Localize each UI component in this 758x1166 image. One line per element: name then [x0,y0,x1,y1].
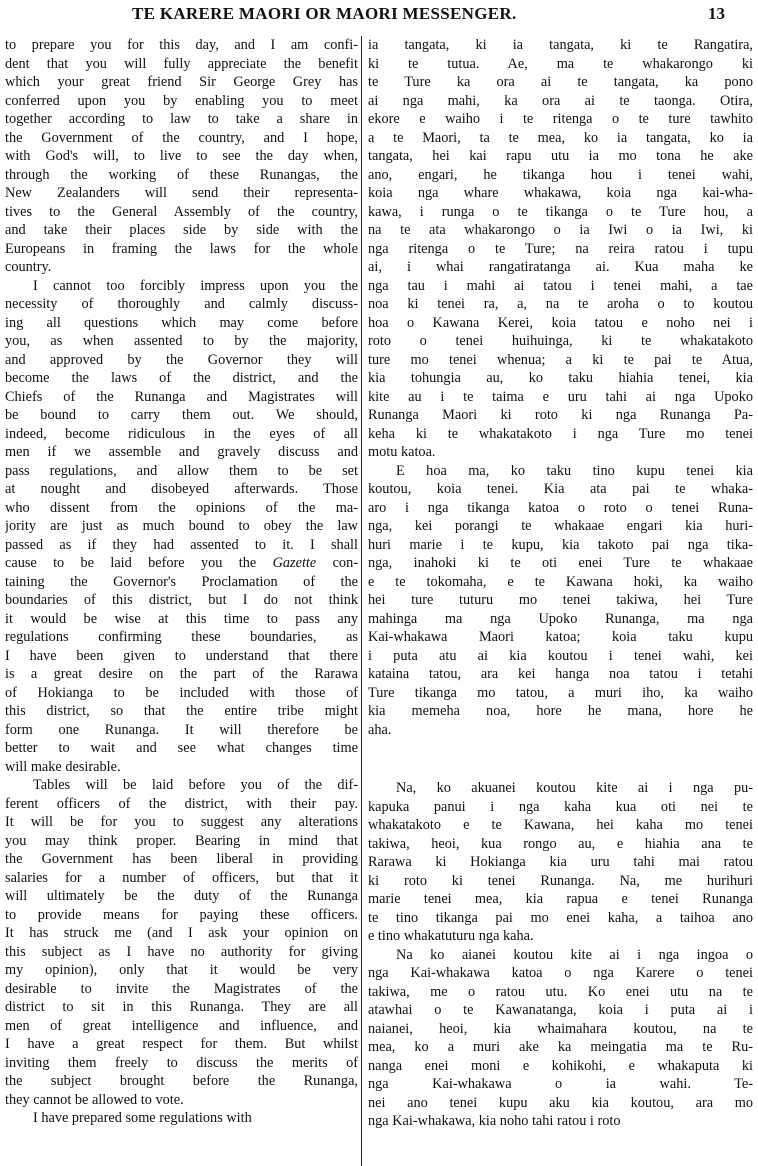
text-line: Ture tikanga mo tatou, a muri iho, ka waiho [368,684,753,701]
text-line: salaries for a number of officers, but that it [5,869,358,886]
text-line: Kai-whakawa Maori katoa; koia taku kupu [368,629,753,645]
text-line: Chiefs of the Runanga and Magistrates will [5,388,358,405]
text-line: ia tangata, ki ia tangata, ki te Rangatira, [368,37,753,53]
text-line: Na ko aianei koutou kite ai i nga ingoa o [396,946,753,963]
text-line: jority are just as much bound to obey the law [5,518,358,534]
text-line: marie tenei mea, kia rapua e tenei Runanga [368,891,753,907]
text-line: nanga enei moni e kohikohi, e whakaputa ki [368,1057,753,1074]
text-line: nga tau i mahi ai tatou i tenei mahi, a tae [368,277,753,294]
text-line: mahinga ma nga Upoko Runanga, ma nga [368,610,753,627]
text-line: kite au i te taima e uru tahi ai nga Upoko [368,388,753,405]
text-line: te tino tikanga pai mo enei kaha, a taihoa ano [368,909,753,926]
text-line: together according to law to take a share in [5,111,358,127]
text-line: with God's will, to live to see the day when, [5,148,358,164]
text-line: country. [5,259,52,275]
text-line: men of great intelligence and influence, and [5,1017,358,1034]
text-line: takiwa, heoi, kua rongo au, e hiahia ana te [368,835,753,852]
text-line: be bound to carry them out. We should, [5,407,358,423]
text-line: Rarawa ki Hokianga kia uru tahi mai ratou [368,854,753,870]
text-line: which your great friend Sir George Grey has [5,74,358,90]
text-line: cause to be laid before you the Gazette con- [5,555,358,571]
text-line: hei ture tuturu mo tenei takiwa, hei Ture [368,592,753,608]
text-line: men if we assemble and gravely discuss and [5,444,358,460]
text-line: boundaries of this district, but I do not think [5,592,358,608]
text-line: kawa, i runga o te tikanga o te Ture hou, a [368,203,753,220]
text-line: kataina tatou, ara kei hanga noa tatou i tetahi [368,666,753,682]
text-line: I have been given to understand that there [5,647,358,664]
text-line: they cannot be allowed to vote. [5,1091,184,1108]
text-line: te Ture ka ora ai te tangata, ka pono [368,74,753,90]
paragraph [5,1109,358,1128]
paragraph [5,277,358,777]
text-line: nga Kai-whakawa o ia wahi. Te- [368,1076,753,1092]
text-line: you may think proper. Bearing in mind that [5,832,358,849]
text-line: tives to the General Assembly of the country, [5,203,358,220]
paragraph [368,779,753,946]
text-line: nga, kei porangi te whakaae engari kia huri- [368,518,753,534]
text-line: at nought and disobeyed afterwards. Those [5,481,358,497]
text-line: New Zealanders will send their representa- [5,185,358,201]
text-line: e te tokomaha, e te Kawana hoki, ka waiho [368,573,753,590]
text-line: ferent officers of the district, with their pay. [5,795,358,812]
text-line: huri marie i te kupu, kia takoto pai nga tika- [368,536,753,553]
maori-column [368,36,753,1131]
text-line: district to sit in this Runanga. They are all [5,999,358,1015]
text-line: ai, i whai rangatiratanga ai. Kua maha ke [368,259,753,275]
text-line: indeed, become ridiculous in the eyes of all [5,425,358,442]
text-line: Tables will be laid before you of the dif- [33,777,358,793]
text-line: ki te tutua. Ae, ma te whakarongo ki [368,55,753,72]
text-line: conferred upon you by enabling you to meet [5,92,358,109]
text-line: roto o tenei huihuinga, ki te whakatakoto [368,333,753,349]
page-header [0,0,758,32]
paragraph [368,462,753,740]
text-line: Na, ko akuanei koutou kite ai i nga pu- [396,780,753,796]
text-line: koutou, koia tenei. Kia ata pai te whaka- [368,481,753,497]
text-line: a te Maori, ta te mea, ko ia tangata, ko ia [368,129,753,146]
text-line: passed as if they had assented to it. I shall [5,536,358,553]
text-line: I cannot too forcibly impress upon you the [33,277,358,294]
text-line: the Government of the country, and I hope, [5,129,358,146]
text-line: ai nga mahi, ka ora ai te taonga. Otira, [368,92,753,109]
newspaper-title: TE KARERE MAORI OR MAORI MESSENGER. [132,4,517,23]
text-line: hoa o Kawana Kerei, koia tatou e noho nei i [368,314,753,331]
text-line: become the laws of the district, and the [5,370,358,386]
text-line: kia memeha noa, hore he mana, hore he [368,703,753,719]
text-line: e tino whakatuturu nga kaha. [368,928,534,944]
text-line: nga Kai-whakawa katoa o nga Karere o tenei [368,965,753,981]
text-line: and approved by the Governor they will [5,351,358,368]
text-line: It will be for you to suggest any alterations [5,814,358,830]
text-line: this subject as I have no authority for giving [5,943,358,960]
text-line: keha ki te whakatakoto i nga Ture mo tenei [368,425,753,442]
text-line: taining the Governor's Proclamation of the [5,573,358,590]
text-line: inviting them freely to discuss the merits of [5,1054,358,1071]
text-line: Runanga Maori ki roto ki nga Runanga Pa- [368,407,753,423]
text-line: i puta atu ai kia koutou i tenei wahi, kei [368,647,753,664]
text-line: dent that you will fully appreciate the benefit [5,55,358,72]
text-line: aha. [368,721,392,738]
text-line: through the working of these Runangas, the [5,166,358,183]
text-line: ekore e waiho i te ritenga o te ture tawhito [368,111,753,127]
column-divider [361,36,362,1166]
text-line: ano, engari, he tikanga hou i tenei wahi, [368,166,753,183]
text-line: E hoa ma, ko taku tino kupu tenei kia [396,462,753,479]
text-line: nei ano tenei kupu aku kia koutou, ara mo [368,1094,753,1111]
text-line: my opinion), only that it would be very [5,962,358,978]
text-line: will ultimately be the duty of the Runanga [5,888,358,904]
text-line: ture mo tenei whenua; a ki te pai te Atua, [368,351,753,368]
text-line: atawhai o te Kawanatanga, koia i puta ai i [368,1002,753,1018]
text-line: pass regulations, and allow them to be set [5,462,358,479]
text-line: nga Kai-whakawa, kia noho tahi ratou i roto [368,1113,621,1129]
text-line: Europeans in framing the laws for the whole [5,240,358,257]
page-number: 13 [708,4,725,23]
text-line: motu katoa. [368,444,436,460]
text-line: you, as when assented to by the majority, [5,333,358,349]
text-line: ki roto ki tenei Runanga. Na, me hurihuri [368,872,753,889]
text-line: the Government has been liberal in providing [5,851,358,867]
text-line: desirable to invite the Magistrates of the [5,980,358,997]
text-line: whakatakoto e te Kawana, hei kaha mo tenei [368,817,753,833]
paragraph [5,36,358,277]
text-line: to provide means for paying these officers. [5,906,358,923]
text-line: the subject brought before the Runanga, [5,1073,358,1089]
text-line: this district, so that the entire tribe might [5,703,358,719]
paragraph [368,36,753,462]
text-line: aro i nga tikanga katoa o roto o tenei Runa- [368,499,753,516]
text-line: nga ritenga o te Ture; na reira ratou i tupu [368,240,753,257]
text-line: better to wait and see what changes time [5,740,358,756]
text-line: I have a great respect for them. But whilst [5,1036,358,1052]
text-line: form one Runanga. It will therefore be [5,721,358,738]
text-line: nga, inahoki ki te oti enei Ture te whakaae [368,555,753,571]
text-line: kia tohungia au, ko taku hiahia tenei, kia [368,370,753,386]
english-column [5,36,358,1128]
section-gap [368,739,753,779]
text-line: ing all questions which may come before [5,314,358,331]
text-line: It has struck me (and I ask your opinion on [5,925,358,941]
text-line: takiwa, me o ratou utu. Ko enei utu na te [368,983,753,1000]
text-line: of Hokianga to be included with those of [5,684,358,701]
text-line: tangata, hei kai rapu utu ia mo tona he ake [368,148,753,164]
text-line: naianei, heoi, kia whaimahara koutou, na te [368,1020,753,1037]
text-line: I have prepared some regulations with [33,1110,252,1126]
text-line: it would be wise at this time to pass any [5,610,358,627]
text-line: na te ata whakarongo o ia Iwi o ia Iwi, ki [368,222,753,238]
paragraph [5,776,358,1109]
text-line: necessity of thoroughly and calmly discuss- [5,296,358,312]
text-line: mea, ko a muri ake ka meingatia ma te Ru- [368,1039,753,1055]
text-line: is a great desire on the part of the Rarawa [5,666,358,682]
text-line: noa ki tenei ra, a, na te aroha o to koutou [368,296,753,312]
text-line: koia nga whare whakawa, koia nga kai-wha- [368,185,753,201]
text-line: regulations confirming these boundaries, as [5,629,358,645]
text-line: who dissent from the opinions of the ma- [5,499,358,516]
text-line: will make desirable. [5,758,121,775]
text-line: to prepare you for this day, and I am confi- [5,37,358,53]
paragraph [368,946,753,1131]
text-line: kapuka panui i nga kaha kua oti nei te [368,798,753,815]
text-line: and take their places side by side with the [5,222,358,238]
